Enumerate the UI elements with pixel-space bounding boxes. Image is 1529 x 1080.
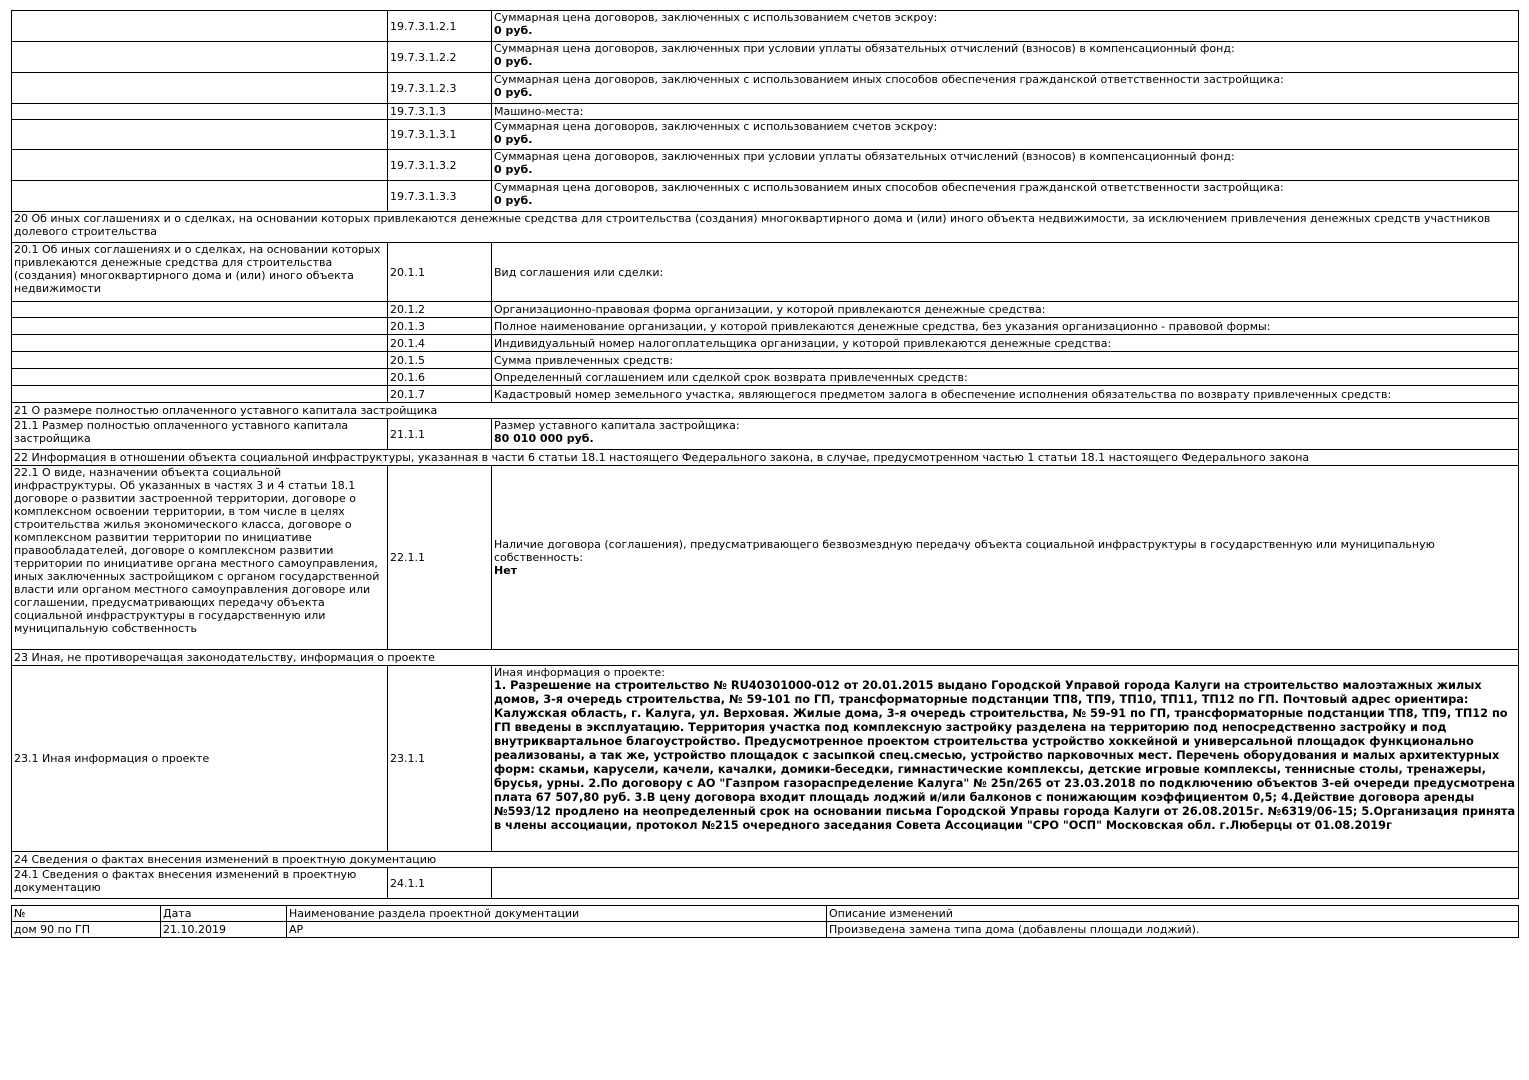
row-value: 1. Разрешение на строительство № RU40301000-012 от 20.01.2015 выдано Городской Управой города Калуги на строительство малоэтажных жилых домов, 3-я очередь строительства, № 59-101 по ГП, трансформаторные подстанции ТП8, ТП9, ТП10, ТП11, ТП12 по ГП. Почтовый адрес ориентира: Калужская область, г. Калуга, ул. Верховая. Жилые дома, 3-я очередь строительства, № 59-91 по ГП, трансформаторные подстанции ТП8, ТП9, ТП12 по ГП введены в эксплуатацию. Территория участка под комплексную застройку разделена на территорию под непосредственно застройку и под внутриквартальное благоустройство. Предусмотренное проектом строительства устройство хоккейной и универсальной площадок функционально реализованы, а так же, устройство площадок с засыпкой спец.смесью, устройство парковочных мест. Перечень оборудования и малых архитектурных форм: скамьи, карусели, качели, качалки, домики-беседки, гимнастические комплексы, детские игровые комплексы, теннисные столы, тренажеры, брусья, урны. 2.По договору с АО "Газпром газораспределение Калуга" № 25п/265 от 23.03.2018 по подключению объектов 3-ей очереди предусмотрена плата 67 507,80 руб. 3.В цену договора входит площадь лоджий и/или балконов с понижающим коэффициентом 0,5; 4.Действие договора аренды №593/12 продлено на неопределенный срок на основании письма Городской Управы города Калуги от 26.08.2015г. №6319/06-15; 5.Организация принята в члены ассоциации, протокол №215 очередного заседания Совета Ассоциации "СРО "ОСП" Московская обл. г.Люберцы от 01.08.2019г (494, 679, 1516, 832)
table-row (12, 922, 1519, 938)
table-row (12, 104, 1519, 120)
row-code: 20.1.6 (388, 369, 492, 386)
row-code: 19.7.3.1.3.3 (388, 181, 492, 212)
row-code: 19.7.3.1.2.1 (388, 11, 492, 42)
row-code: 22.1.1 (388, 466, 492, 650)
row-code: 19.7.3.1.2.3 (388, 73, 492, 104)
table-row (12, 352, 1519, 369)
row-label: Суммарная цена договоров, заключенных с использованием иных способов обеспечения гражданской ответственности застройщика: (494, 73, 1284, 86)
row-code: 20.1.4 (388, 335, 492, 352)
row-label: Организационно-правовая форма организации, у которой привлекаются денежные средства: (492, 302, 1519, 318)
table-row (12, 243, 1519, 302)
table-row (12, 318, 1519, 335)
column-header: № (12, 906, 161, 922)
section-header (12, 403, 1519, 419)
column-header: Описание изменений (827, 906, 1519, 922)
table-row (12, 120, 1519, 150)
row-code: 23.1.1 (388, 666, 492, 852)
change-description: Произведена замена типа дома (добавлены площади лоджий). (827, 922, 1519, 938)
row-code: 19.7.3.1.3 (388, 104, 492, 120)
row-code: 19.7.3.1.3.1 (388, 120, 492, 150)
row-value: Нет (494, 564, 518, 577)
column-header: Наименование раздела проектной документации (287, 906, 827, 922)
change-number: дом 90 по ГП (12, 922, 161, 938)
row-label: Суммарная цена договоров, заключенных с использованием счетов эскроу: (494, 11, 938, 24)
group-title: 21.1 Размер полностью оплаченного уставного капитала застройщика (12, 419, 388, 450)
row-value: 0 руб. (494, 194, 533, 207)
table-row (12, 369, 1519, 386)
section-21-header: 21 О размере полностью оплаченного уставного капитала застройщика (12, 403, 1519, 419)
group-title: 20.1 Об иных соглашениях и о сделках, на основании которых привлекаются денежные средства для строительства (создания) многоквартирного дома и (или) иного объекта недвижимости (12, 243, 388, 302)
section-header (12, 650, 1519, 666)
row-label: Машино-места: (492, 104, 1519, 120)
group-title: 22.1 О виде, назначении объекта социальной инфраструктуры. Об указанных в частях 3 и 4 статьи 18.1 договоре о развитии застроенной территории, договоре о комплексном освоении территории, в том числе в целях строительства жилья экономического класса, договоре о комплексном развитии территории по инициативе правообладателей, договоре о комплексном развитии территории по инициативе органа местного самоуправления, иных заключенных застройщиком с органом государственной власти или органом местного самоуправления договоре или соглашении, предусматривающих передачу объекта социальной инфраструктуры в государственную или муниципальную собственность (12, 466, 388, 650)
group-title: 24.1 Сведения о фактах внесения изменений в проектную документацию (12, 868, 388, 899)
table-row (12, 666, 1519, 852)
section-23-header: 23 Иная, не противоречащая законодательству, информация о проекте (12, 650, 1519, 666)
change-section: АР (287, 922, 827, 938)
row-label: Сумма привлеченных средств: (492, 352, 1519, 369)
section-22-header: 22 Информация в отношении объекта социальной инфраструктуры, указанная в части 6 статьи 18.1 настоящего Федерального закона, в случае, предусмотренном частью 1 статьи 18.1 настоящего Федерального закона (12, 450, 1519, 466)
section-header (12, 852, 1519, 868)
table-row (12, 73, 1519, 104)
row-label: Индивидуальный номер налогоплательщика организации, у которой привлекаются денежные средства: (492, 335, 1519, 352)
row-label: Суммарная цена договоров, заключенных при условии уплаты обязательных отчислений (взносов) в компенсационный фонд: (494, 150, 1235, 163)
row-label: Кадастровый номер земельного участка, являющегося предметом залога в обеспечение исполнения обязательства по возврату привлеченных средств: (492, 386, 1519, 403)
section-24-header: 24 Сведения о фактах внесения изменений в проектную документацию (12, 852, 1519, 868)
change-date: 21.10.2019 (161, 922, 287, 938)
changes-table (11, 905, 1519, 938)
row-label: Суммарная цена договоров, заключенных с использованием счетов эскроу: (494, 120, 938, 133)
row-label: Размер уставного капитала застройщика: (494, 419, 740, 432)
row-code: 19.7.3.1.2.2 (388, 42, 492, 73)
table-row (12, 466, 1519, 650)
table-row (12, 150, 1519, 181)
column-header: Дата (161, 906, 287, 922)
row-value: 0 руб. (494, 24, 533, 37)
row-code: 20.1.3 (388, 318, 492, 335)
table-row (12, 11, 1519, 42)
row-label: Суммарная цена договоров, заключенных при условии уплаты обязательных отчислений (взносов) в компенсационный фонд: (494, 42, 1235, 55)
section-header (12, 450, 1519, 466)
section-header (12, 212, 1519, 243)
row-code: 20.1.2 (388, 302, 492, 318)
row-code: 19.7.3.1.3.2 (388, 150, 492, 181)
row-label: Вид соглашения или сделки: (492, 243, 1519, 302)
row-code: 20.1.5 (388, 352, 492, 369)
changes-header-row (12, 906, 1519, 922)
row-value: 0 руб. (494, 55, 533, 68)
row-value: 0 руб. (494, 133, 533, 146)
row-code: 21.1.1 (388, 419, 492, 450)
row-label: Иная информация о проекте: (494, 666, 665, 679)
table-row (12, 181, 1519, 212)
row-code: 20.1.1 (388, 243, 492, 302)
group-title: 23.1 Иная информация о проекте (12, 666, 388, 852)
table-row (12, 335, 1519, 352)
table-row (12, 42, 1519, 73)
row-value: 80 010 000 руб. (494, 432, 594, 445)
table-row (12, 419, 1519, 450)
row-label: Суммарная цена договоров, заключенных с использованием иных способов обеспечения гражданской ответственности застройщика: (494, 181, 1284, 194)
main-table (11, 10, 1519, 899)
row-label: Полное наименование организации, у которой привлекаются денежные средства, без указания организационно - правовой формы: (492, 318, 1519, 335)
row-code: 20.1.7 (388, 386, 492, 403)
row-label: Определенный соглашением или сделкой срок возврата привлеченных средств: (492, 369, 1519, 386)
row-value: 0 руб. (494, 163, 533, 176)
table-row (12, 302, 1519, 318)
row-value: 0 руб. (494, 86, 533, 99)
row-label: Наличие договора (соглашения), предусматривающего безвозмездную передачу объекта социальной инфраструктуры в государственную или муниципальную собственность: (494, 538, 1435, 564)
section-20-header: 20 Об иных соглашениях и о сделках, на основании которых привлекаются денежные средства для строительства (создания) многоквартирного дома и (или) иного объекта недвижимости, за исключением привлечения денежных средств участников долевого строительства (12, 212, 1519, 243)
table-row (12, 386, 1519, 403)
table-row (12, 868, 1519, 899)
row-code: 24.1.1 (388, 868, 492, 899)
